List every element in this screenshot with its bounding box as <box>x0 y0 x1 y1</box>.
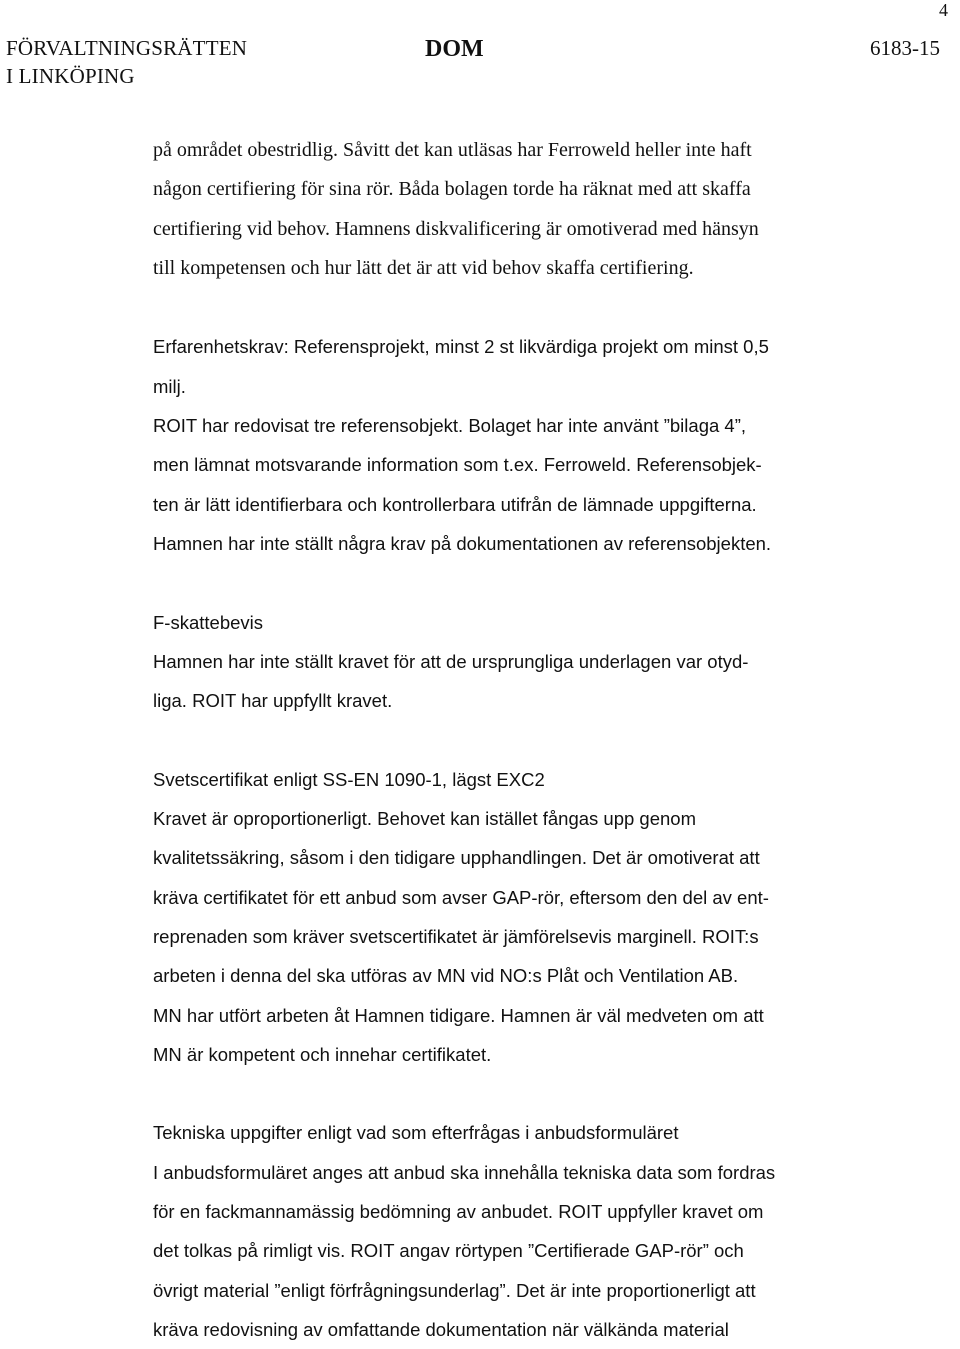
text-line: för en fackmannamässig bedömning av anbudet. ROIT uppfyller kravet om <box>153 1201 764 1223</box>
paragraph <box>153 1113 883 1349</box>
text-line: MN är kompetent och innehar certifikatet. <box>153 1043 492 1065</box>
text-line: övrigt material ”enligt förfrågningsunderlag”. Det är inte proportionerligt att <box>153 1279 756 1301</box>
text-line: Hamnen har inte ställt några krav på dokumentationen av referensobjekten. <box>153 532 772 554</box>
text-line: någon certifiering för sina rör. Båda bolagen torde ha räknat med att skaffa <box>153 178 751 201</box>
case-number: 6183-15 <box>870 36 940 60</box>
text-line: men lämnat motsvarande information som t.ex. Ferroweld. Referensobjek- <box>153 454 762 476</box>
section-heading: Erfarenhetskrav: Referensprojekt, minst 2 st likvärdiga projekt om minst 0,5 <box>153 336 769 358</box>
text-line: ROIT har redovisat tre referensobjekt. Bolaget har inte använt ”bilaga 4”, <box>153 415 747 437</box>
text-line: Hamnen har inte ställt kravet för att de ursprungliga underlagen var otyd- <box>153 650 749 672</box>
paragraph <box>153 603 883 721</box>
section-heading: Svetscertifikat enligt SS-EN 1090-1, lägst EXC2 <box>153 768 545 790</box>
court-name <box>6 34 247 90</box>
text-line: ten är lätt identifierbara och kontrollerbara utifrån de lämnade uppgifterna. <box>153 493 757 515</box>
text-line: arbeten i denna del ska utföras av MN vid NO:s Plåt och Ventilation AB. <box>153 965 739 987</box>
text-line: MN har utfört arbeten åt Hamnen tidigare. Hamnen är väl medveten om att <box>153 1004 764 1026</box>
text-line: I anbudsformuläret anges att anbud ska innehålla tekniska data som fordras <box>153 1161 776 1183</box>
court-name-line1: FÖRVALTNINGSRÄTTEN <box>6 36 248 60</box>
text-line: liga. ROIT har uppfyllt kravet. <box>153 690 393 712</box>
section-heading: Tekniska uppgifter enligt vad som efterfrågas i anbudsformuläret <box>153 1122 679 1144</box>
text-line: till kompetensen och hur lätt det är att vid behov skaffa certifiering. <box>153 256 694 279</box>
court-name-line2: I LINKÖPING <box>6 64 135 88</box>
text-line: kvalitetssäkring, såsom i den tidigare upphandlingen. Det är omotiverat att <box>153 847 760 869</box>
paragraph <box>153 131 883 288</box>
section-heading-continuation: milj. <box>153 375 186 397</box>
text-line: reprenaden som kräver svetscertifikatet är jämförelsevis marginell. ROIT:s <box>153 925 759 947</box>
paragraph <box>153 760 883 1074</box>
text-line: certifiering vid behov. Hamnens diskvalificering är omotiverad med hänsyn <box>153 217 759 240</box>
section-heading: F-skattebevis <box>153 611 264 633</box>
text-line: på området obestridlig. Såvitt det kan utläsas har Ferroweld heller inte haft <box>153 139 752 161</box>
text-line: det tolkas på rimligt vis. ROIT angav rörtypen ”Certifierade GAP-rör” och <box>153 1240 744 1262</box>
paragraph <box>153 327 883 563</box>
document-type: DOM <box>425 36 484 62</box>
text-line: kräva certifikatet för ett anbud som avser GAP-rör, eftersom den del av ent- <box>153 886 769 908</box>
document-body <box>153 131 883 1349</box>
text-line: kräva redovisning av omfattande dokumentation när välkända material <box>153 1318 729 1340</box>
page-number: 4 <box>939 0 948 20</box>
text-line: Kravet är oproportionerligt. Behovet kan istället fångas upp genom <box>153 808 696 830</box>
